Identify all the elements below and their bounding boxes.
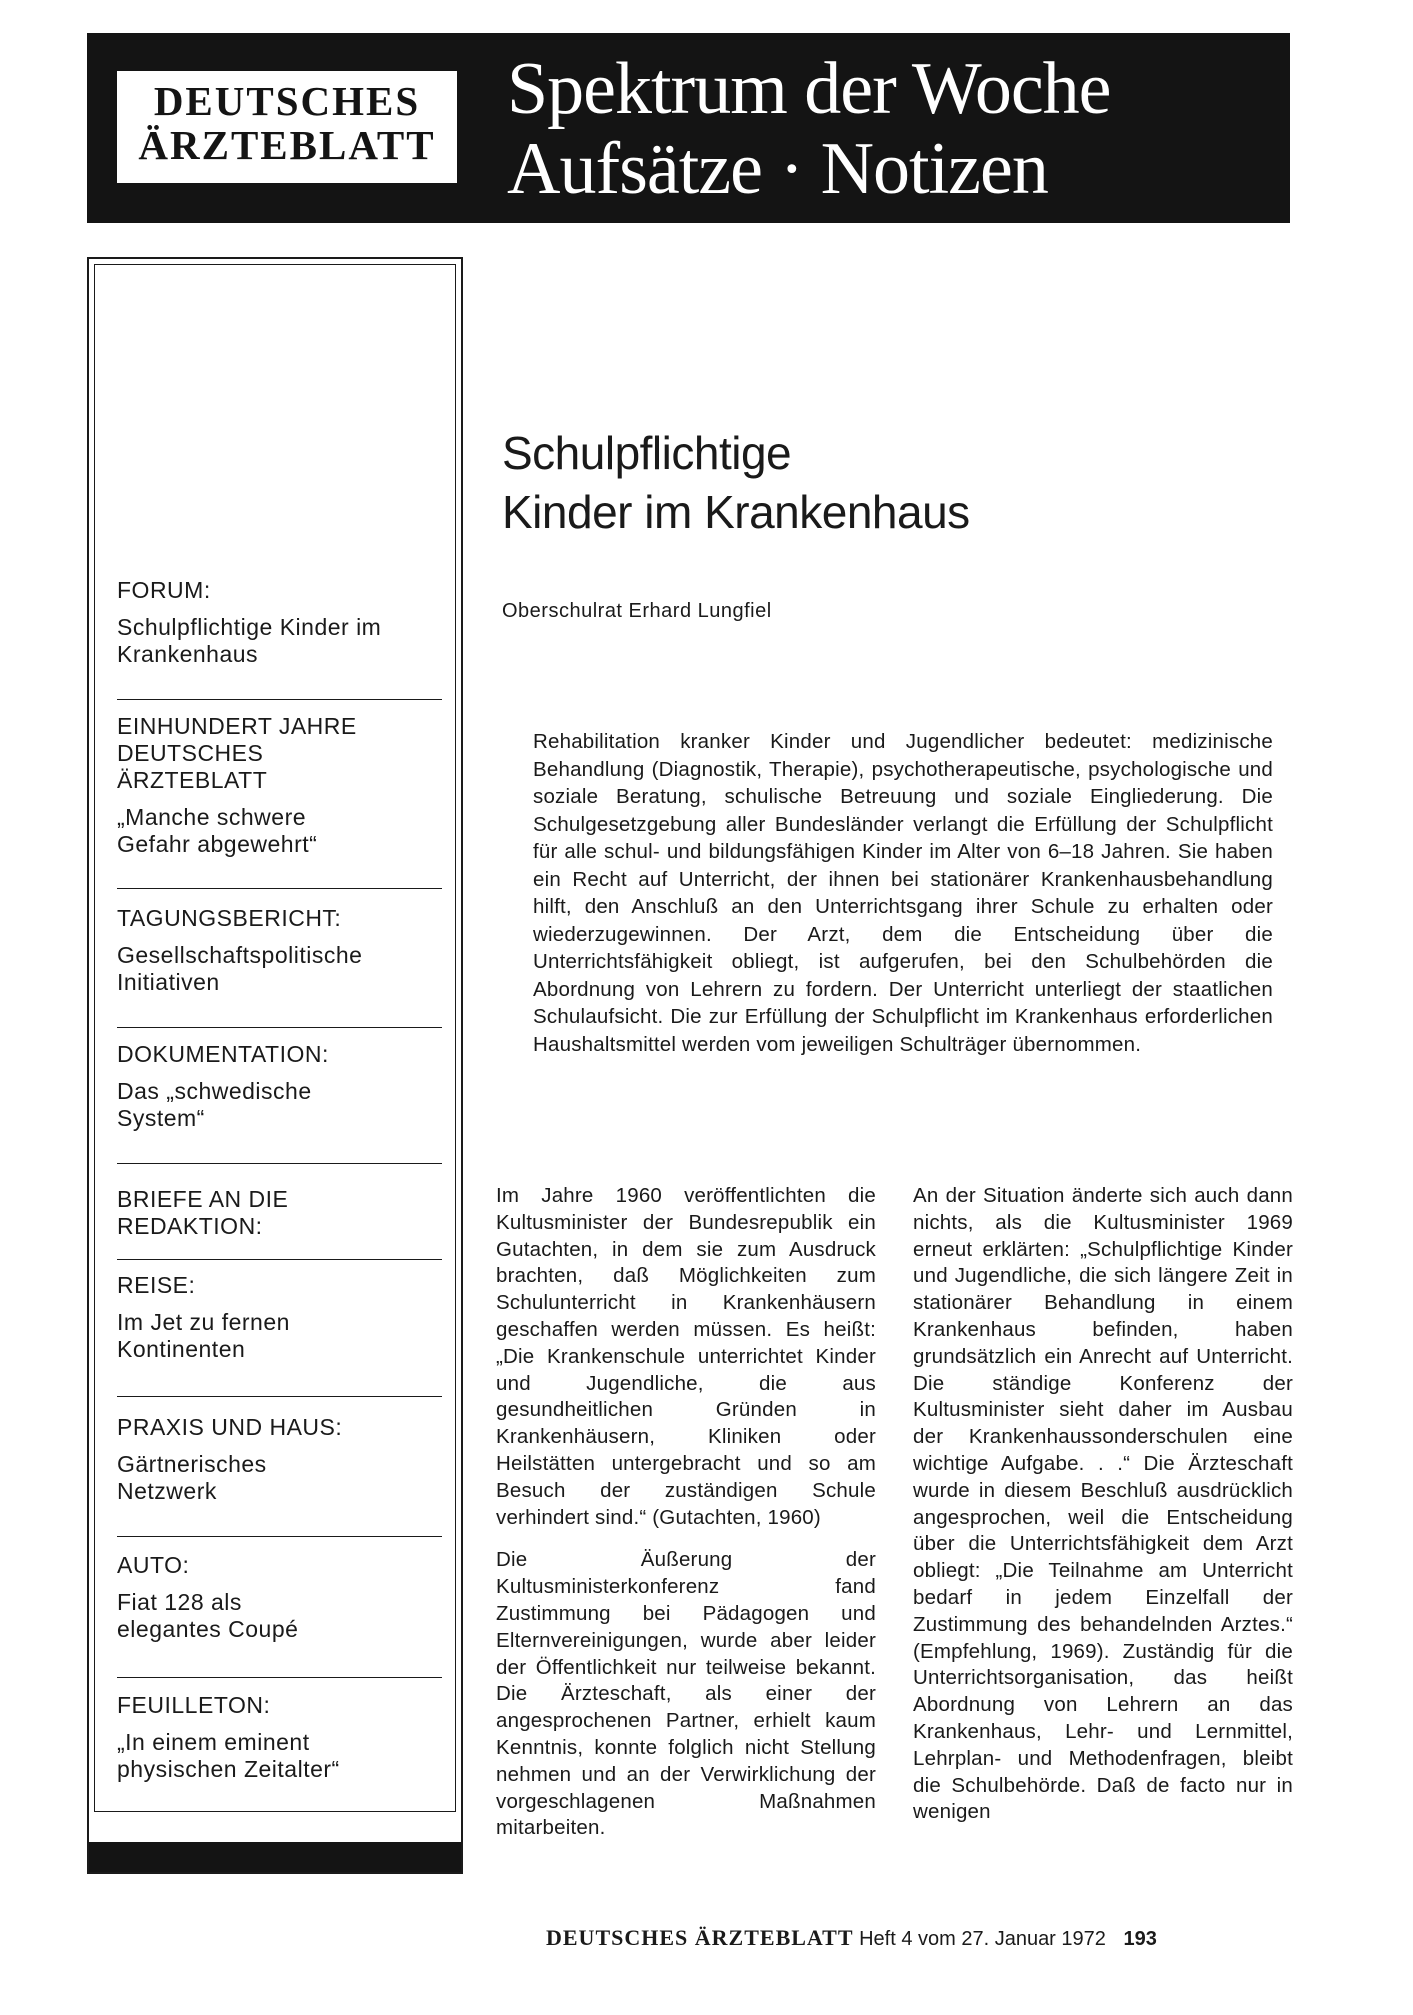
- magazine-logo: [117, 71, 457, 183]
- sidebar-divider: [117, 1163, 442, 1164]
- page-footer: [546, 1925, 1157, 1951]
- sidebar-section-text: Gesellschaftspolitische Initiativen: [117, 942, 363, 995]
- sidebar-section-text: Schulpflichtige Kinder im Krankenhaus: [117, 614, 382, 667]
- sidebar-section-label: BRIEFE AN DIE REDAKTION:: [117, 1186, 289, 1239]
- article-paragraph: Die Äußerung der Kultusministerkonferenz fand Zustimmung bei Pädagogen und Elternvereinigungen, wurde aber leider der Öffentlichkeit nur teilweise bekannt. Die Ärzteschaft, als einer der angesprochenen Partner, erhielt kaum Kenntnis, konnte folglich nicht Stellung nehmen und an der Verwirklichung der vorgeschlagenen Maßnahmen mitarbeiten.: [496, 1548, 876, 1840]
- sidebar-section-text: Das „schwedische System“: [117, 1078, 312, 1131]
- sidebar-section-forum: [117, 577, 442, 668]
- sidebar-divider: [117, 888, 442, 889]
- sidebar-section-label: REISE:: [117, 1272, 196, 1298]
- sidebar-divider: [117, 1027, 442, 1028]
- sidebar-divider: [117, 699, 442, 700]
- article-lead: Rehabilitation kranker Kinder und Jugendlicher bedeutet: medizinische Behandlung (Diagnostik, Therapie), psychotherapeutische, psychologische und soziale Beratung, schulische Betreuung und soziale Eingliederung. Die Schulgesetzgebung aller Bundesländer verlangt die Erfüllung der Schulpflicht für alle schul- und bildungsfähigen Kinder im Alter von 6–18 Jahren. Sie haben ein Recht auf Unterricht, der ihnen bei stationärer Krankenhausbehandlung hilft, den Anschluß an den Unterrichtsgang ihrer Schule zu erhalten oder wiederzugewinnen. Der Arzt, dem die Entscheidung über die Unterrichtsfähigkeit obliegt, ist aufgerufen, bei den Schulbehörden die Abordnung von Lehrern zu fordern. Der Unterricht unterliegt der staatlichen Schulaufsicht. Die zur Erfüllung der Schulpflicht im Krankenhaus erforderlichen Haushaltsmittel werden vom jeweiligen Schulträger übernommen.: [533, 730, 1273, 1056]
- sidebar-section-label: FEUILLETON:: [117, 1692, 271, 1718]
- section-title-line-1: Spektrum der Woche: [507, 48, 1111, 130]
- article-title: [502, 424, 1202, 542]
- section-title: [507, 49, 1111, 209]
- sidebar-section-praxis: [117, 1414, 442, 1505]
- sidebar-section-label: DOKUMENTATION:: [117, 1041, 329, 1067]
- footer-issue: Heft 4 vom 27. Januar 1972: [859, 1928, 1106, 1950]
- sidebar-section-briefe: [117, 1186, 442, 1240]
- logo-line-1: DEUTSCHES: [153, 78, 421, 124]
- article-paragraph: An der Situation änderte sich auch dann nichts, als die Kultusminister 1969 erneut erklärten: „Schulpflichtige Kinder und Jugendliche, die sich längere Zeit in stationärer Behandlung in einem Krankenhaus befinden, haben grundsätzlich ein Anrecht auf Unterricht. Die ständige Konferenz der Kultusminister sieht daher im Ausbau der Krankenhaussonderschulen eine wichtige Aufgabe. . .“ Die Ärzteschaft wurde in diesem Beschluß ausdrücklich angesprochen, weil die Entscheidung über die Unterrichtsfähigkeit dem Arzt obliegt: „Die Teilnahme am Unterricht bedarf in jedem Einzelfall der Zustimmung des behandelnden Arztes.“ (Empfehlung, 1969). Zuständig für die Unterrichtsorganisation, das heißt Abordnung von Lehrern an das Krankenhaus, Lehr- und Lernmittel, Lehrplan- und Methodenfragen, bleibt die Schulbehörde. Daß de facto nur in wenigen: [913, 1184, 1293, 1824]
- article-author: Oberschulrat Erhard Lungfiel: [502, 600, 772, 622]
- sidebar-section-text: Gärtnerisches Netzwerk: [117, 1451, 267, 1504]
- sidebar-footer-bar: [89, 1842, 461, 1872]
- sidebar-section-label: EINHUNDERT JAHRE DEUTSCHES ÄRZTEBLATT: [117, 713, 357, 793]
- sidebar-section-dokumentation: [117, 1041, 442, 1132]
- contents-sidebar: [87, 257, 463, 1874]
- footer-magazine-name: DEUTSCHES ÄRZTEBLATT: [546, 1925, 854, 1950]
- sidebar-section-auto: [117, 1552, 442, 1643]
- sidebar-section-tagungsbericht: [117, 905, 442, 996]
- article-paragraph: Im Jahre 1960 veröffentlichten die Kultusminister der Bundesrepublik ein Gutachten, in dem sie zum Ausdruck brachten, daß Möglichkeiten zum Schulunterricht in Krankenhäusern geschaffen werden müssen. Es heißt: „Die Krankenschule unterrichtet Kinder und Jugendliche, die aus gesundheitlichen Gründen in Krankenhäusern, Kliniken oder Heilstätten untergebracht und so am Besuch der zuständigen Schule verhindert sind.“ (Gutachten, 1960): [496, 1184, 876, 1529]
- section-title-line-2: Aufsätze · Notizen: [507, 128, 1048, 210]
- page-number: 193: [1123, 1928, 1157, 1950]
- sidebar-section-text: „In einem eminent physischen Zeitalter“: [117, 1729, 340, 1782]
- logo-line-2: ÄRZTEBLATT: [138, 122, 436, 168]
- article-title-line-1: Schulpflichtige: [502, 427, 792, 479]
- sidebar-section-text: „Manche schwere Gefahr abgewehrt“: [117, 804, 318, 857]
- sidebar-section-label: PRAXIS UND HAUS:: [117, 1414, 343, 1440]
- sidebar-divider: [117, 1677, 442, 1678]
- sidebar-section-feuilleton: [117, 1692, 442, 1783]
- sidebar-section-label: TAGUNGSBERICHT:: [117, 905, 342, 931]
- article-column-left: [496, 1183, 876, 1858]
- sidebar-divider: [117, 1259, 442, 1260]
- sidebar-section-label: FORUM:: [117, 577, 211, 603]
- masthead: [87, 33, 1290, 223]
- sidebar-section-reise: [117, 1272, 442, 1363]
- article-column-right: [913, 1183, 1293, 1842]
- article-title-line-2: Kinder im Krankenhaus: [502, 486, 970, 538]
- sidebar-section-text: Im Jet zu fernen Kontinenten: [117, 1309, 290, 1362]
- sidebar-section-label: AUTO:: [117, 1552, 190, 1578]
- sidebar-divider: [117, 1396, 442, 1397]
- sidebar-section-text: Fiat 128 als elegantes Coupé: [117, 1589, 299, 1642]
- sidebar-divider: [117, 1536, 442, 1537]
- sidebar-section-jubilaeum: [117, 713, 442, 858]
